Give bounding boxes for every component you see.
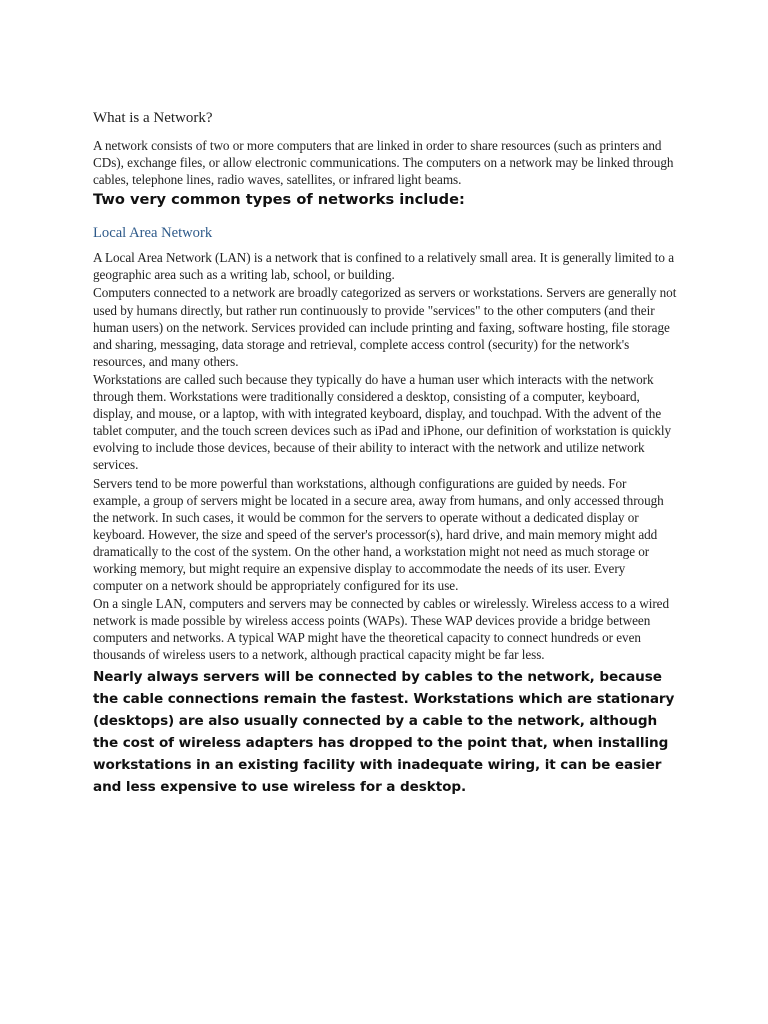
lan-definition-paragraph: A Local Area Network (LAN) is a network that is confined to a relatively small area. It is generally limited to a geographic area such as a writing lab, school, or building.: [93, 250, 675, 283]
document-title: What is a Network?: [93, 110, 213, 126]
document-page: [93, 108, 677, 798]
intro-paragraph: A network consists of two or more computers that are linked in order to share resources (such as printers and CDs), exchange files, or allow electronic communications. The computers on a network may be linked through cables, telephone lines, radio waves, satellites, or infrared light beams.: [93, 138, 674, 188]
wireless-lan-paragraph: On a single LAN, computers and servers may be connected by cables or wirelessly. Wireless access to a wired network is made possible by wireless access points (WAPs). These WAP devices provide a bridge between computers and networks. A typical WAP might have the theoretical capacity to connect hundreds or even thousands of wireless users to a network, although practical capacity might be far less.: [93, 596, 670, 663]
lan-heading: Local Area Network: [93, 225, 213, 242]
cables-bold-paragraph: Nearly always servers will be connected by cables to the network, because the cable connections remain the fastest. Workstations which are stationary (desktops) are also usually connected by a cable to the network, although the cost of wireless adapters has dropped to the point that, when installing workstations in an existing facility with inadequate wiring, it can be easier and less expensive to use wireless for a desktop.: [93, 668, 675, 795]
servers-workstations-paragraph: Computers connected to a network are broadly categorized as servers or workstations. Servers are generally not used by humans directly, but rather run continuously to provide "services" to the other computers (and their human users) on the network. Services provided can include printing and faxing, software hosting, file storage and sharing, messaging, data storage and retrieval, complete access control (security) for the network's resources, and many others.: [93, 285, 677, 369]
network-types-heading: Two very common types of networks include:: [93, 191, 465, 209]
servers-power-paragraph: Servers tend to be more powerful than workstations, although configurations are guided by needs. For example, a group of servers might be located in a secure area, away from humans, and only accessed through the network. In such cases, it would be common for the servers to operate without a dedicated display or keyboard. However, the size and speed of the server's processor(s), hard drive, and main memory might add dramatically to the cost of the system. On the other hand, a workstation might not need as much storage or working memory, but might require an expensive display to accommodate the needs of its user. Every computer on a network should be appropriately configured for its use.: [93, 475, 664, 594]
workstations-paragraph: Workstations are called such because they typically do have a human user which interacts with the network through them. Workstations were traditionally considered a desktop, consisting of a computer, keyboard, display, and mouse, or a laptop, with with integrated keyboard, display, and touchpad. With the advent of the tablet computer, and the touch screen devices such as iPad and iPhone, our definition of workstation is quickly evolving to include those devices, because of their ability to interact with the network and utilize network services.: [93, 371, 672, 473]
